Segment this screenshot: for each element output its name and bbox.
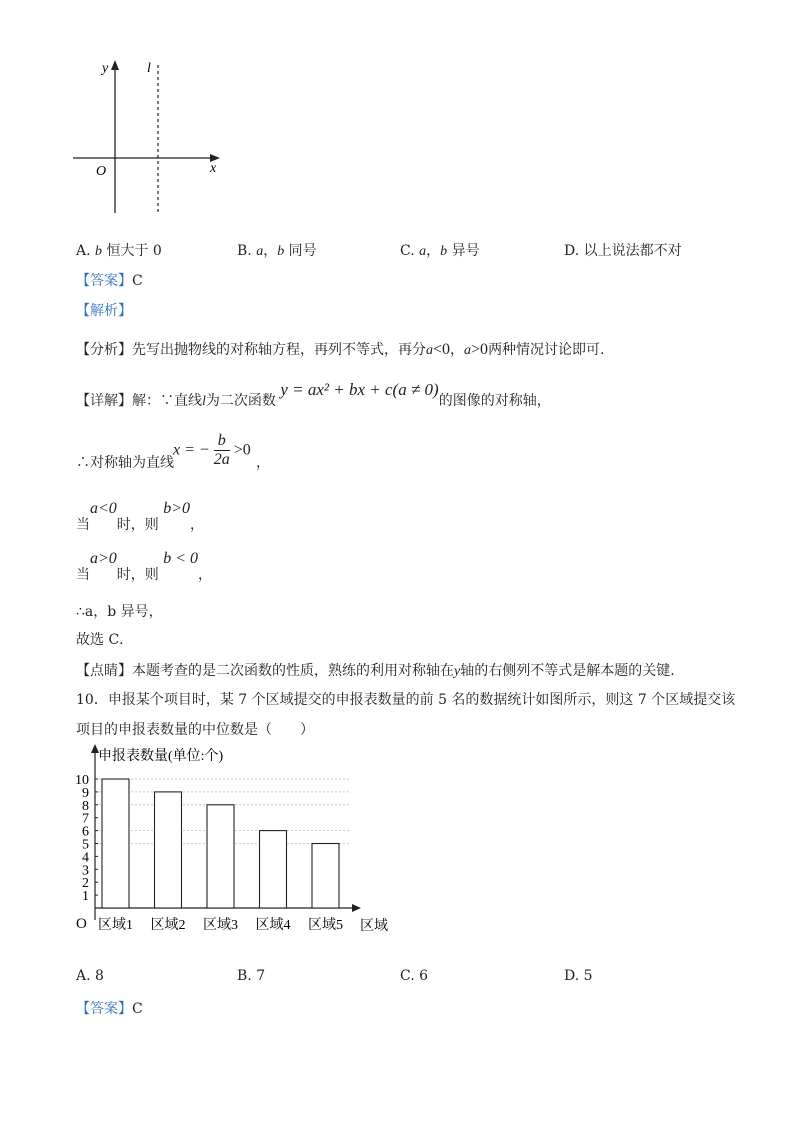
option-text: 以上说法都不对	[583, 243, 682, 259]
q9-axis-formula	[173, 432, 251, 469]
q9-choose: 故选 C．	[76, 632, 134, 648]
case-cond: a<0	[90, 500, 117, 517]
q9-option-c	[400, 240, 480, 260]
y-label: y	[102, 61, 109, 76]
fenxi-cond: >0	[471, 341, 489, 358]
x-tick-label: 区域2	[150, 918, 186, 933]
bar	[312, 844, 339, 909]
q10-option-d	[564, 968, 593, 984]
option-letter: C.	[400, 243, 415, 259]
bar	[155, 792, 182, 908]
q9-fenxi	[76, 339, 605, 359]
detail-var: l	[202, 394, 206, 409]
y-tick-label: 10	[75, 773, 89, 788]
answer-value: C	[132, 273, 143, 289]
y-tick-label: 4	[82, 850, 89, 866]
q9-axis	[76, 442, 174, 471]
case-when: 当	[76, 567, 90, 583]
option-var: a	[419, 244, 427, 259]
y-tick-label: 5	[82, 837, 89, 853]
chart-origin: O	[76, 916, 87, 932]
bar	[260, 831, 287, 908]
option-sep: ，	[263, 243, 278, 259]
bar-chart	[70, 738, 410, 938]
option-var: b	[440, 244, 448, 259]
case-cond: a>0	[90, 550, 117, 567]
y-tick-label: 9	[82, 785, 89, 801]
q9-option-d	[564, 240, 682, 260]
chart-ylabel: 申报表数量(单位:个)	[98, 749, 224, 764]
comment-var: y	[454, 664, 461, 679]
x-tick-label: 区域5	[308, 918, 343, 933]
chart-xlabel: 区域	[360, 919, 388, 934]
q9-option-a	[76, 240, 162, 260]
case-end: ，	[190, 517, 205, 533]
x-label: x	[210, 161, 217, 176]
chart-x-arrow	[352, 904, 361, 912]
option-text: 异号	[447, 243, 480, 259]
fenxi-text: 先写出抛物线的对称轴方程，再列不等式，再分	[132, 342, 426, 358]
option-text: 同号	[284, 243, 317, 259]
detail-formula: y = ax² + bx + c(a ≠ 0)	[280, 380, 439, 399]
q9-conclude: ∴a，b 异号，	[76, 604, 163, 620]
q10-answer	[76, 998, 143, 1018]
q9-comment	[76, 660, 675, 680]
option-text: 恒大于 0	[102, 243, 162, 259]
axis-pre: ∴对称轴为直线	[76, 455, 174, 471]
x-tick-label: 区域3	[203, 918, 238, 933]
q10-option-a	[76, 968, 104, 984]
x-tick-label: 区域4	[255, 918, 291, 933]
case-then: 时，则	[116, 517, 159, 533]
axis-graph	[60, 55, 240, 220]
q10-line2: 项目的申报表数量的中位数是（ ）	[76, 722, 314, 738]
option-var: b	[277, 244, 285, 259]
answer-value: C	[132, 1001, 143, 1017]
y-axis-arrow	[111, 60, 119, 70]
comment-tag: 【点睛】	[76, 663, 132, 679]
y-tick-label: 6	[82, 824, 89, 840]
fenxi-var: a	[426, 343, 433, 358]
q9-analysis-tag: 【解析】	[76, 303, 132, 319]
detail-end: 的图像的对称轴，	[438, 393, 551, 409]
option-value: 5	[583, 968, 593, 984]
q9-detail	[76, 380, 551, 410]
bar	[102, 779, 129, 908]
option-letter: B.	[237, 968, 252, 984]
q9-option-b	[237, 240, 317, 260]
q10-line1: 10．申报某个项目时，某 7 个区域提交的申报表数量的前 5 名的数据统计如图所示，则这 7 个区域提交该	[76, 692, 736, 708]
option-sep: ，	[426, 243, 441, 259]
q10-option-b	[237, 968, 265, 984]
x-tick-label: 区域1	[98, 918, 133, 933]
axis-fraction	[214, 432, 230, 469]
fenxi-sep: ，	[450, 342, 465, 358]
case-then: 时，则	[116, 567, 159, 583]
y-tick-label: 7	[82, 811, 89, 827]
q10-option-c	[400, 968, 428, 984]
fenxi-var: a	[464, 343, 472, 358]
option-value: 7	[256, 968, 266, 984]
bar	[207, 805, 234, 908]
option-var: b	[95, 244, 103, 259]
y-tick-label: 2	[82, 876, 89, 892]
axis-denominator: 2a	[213, 451, 230, 468]
comment-post: 轴的右侧列不等式是解本题的关键.	[460, 663, 675, 679]
detail-pre: 解：∵直线	[132, 393, 202, 409]
answer-tag: 【答案】	[76, 1001, 132, 1017]
case-when: 当	[76, 517, 90, 533]
detail-mid: 为二次函数	[205, 393, 276, 409]
origin-label: O	[96, 164, 107, 179]
comment-pre: 本题考查的是二次函数的性质，熟练的利用对称轴在	[132, 663, 454, 679]
q9-case1	[76, 498, 205, 533]
answer-tag: 【答案】	[76, 273, 132, 289]
option-value: 6	[419, 968, 429, 984]
option-letter: B.	[237, 243, 252, 259]
axis-x: x = −	[173, 441, 210, 459]
q9-case2	[76, 548, 213, 583]
option-letter: C.	[400, 968, 415, 984]
axis-numerator: b	[214, 432, 230, 451]
option-letter: D.	[564, 968, 580, 984]
y-tick-label: 1	[82, 889, 89, 905]
q9-axis-end: ，	[256, 455, 270, 471]
y-tick-label: 3	[82, 863, 89, 879]
q9-answer	[76, 270, 143, 290]
case-result: b < 0	[163, 550, 199, 567]
case-result: b>0	[163, 500, 191, 517]
fenxi-end: 两种情况讨论即可.	[488, 342, 605, 358]
option-letter: D.	[564, 243, 580, 259]
option-var: a	[256, 244, 264, 259]
option-letter: A.	[76, 968, 91, 984]
case-end: ，	[198, 567, 213, 583]
axis-gt: >0	[233, 441, 251, 459]
detail-tag: 【详解】	[76, 393, 132, 409]
option-value: 8	[95, 968, 104, 984]
option-letter: A.	[76, 243, 91, 259]
l-label: l	[147, 61, 151, 76]
fenxi-tag: 【分析】	[76, 342, 132, 358]
fenxi-cond: <0	[433, 341, 451, 358]
y-tick-label: 8	[82, 798, 89, 814]
